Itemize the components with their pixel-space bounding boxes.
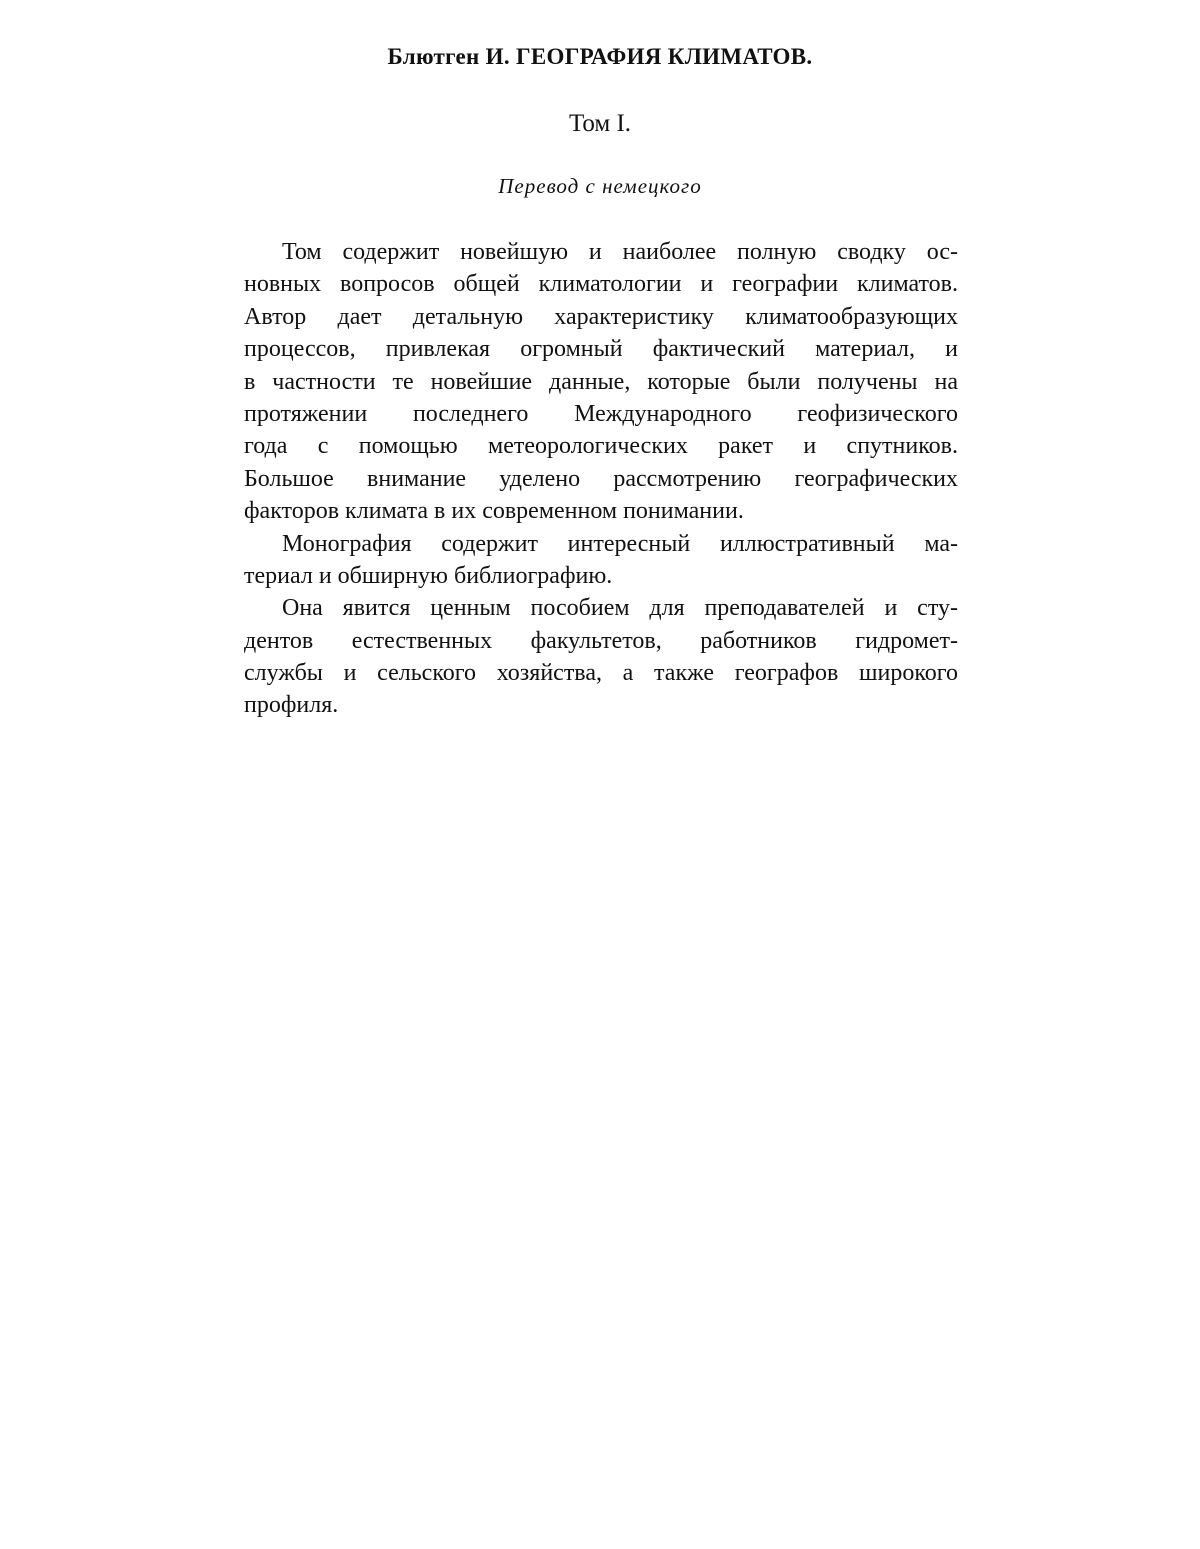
abstract-line: протяжении последнего Международного геофизического [244, 400, 958, 427]
abstract-line: Том содержит новейшую и наиболее полную сводку ос- [282, 239, 958, 265]
abstract-line: профиля. [244, 692, 339, 719]
abstract-line: Большое внимание уделено рассмотрению географических [244, 465, 958, 492]
book-title: Блютген И. ГЕОГРАФИЯ КЛИМАТОВ. [387, 44, 813, 69]
abstract-line: процессов, привлекая огромный фактический материал, и [244, 336, 958, 363]
abstract-line: новных вопросов общей климатологии и географии климатов. [244, 271, 958, 298]
abstract-line: Автор дает детальную характеристику климатообразующих [244, 303, 958, 330]
abstract-line: года с помощью метеорологических ракет и спутников. [244, 433, 958, 460]
abstract-line: териал и обширную библиографию. [244, 562, 613, 589]
abstract-line: дентов естественных факультетов, работников гидромет- [244, 627, 958, 654]
abstract-line: факторов климата в их современном понимании. [244, 498, 744, 525]
translation-note: Перевод с немецкого [498, 174, 702, 198]
abstract-line: службы и сельского хозяйства, а также географов широкого [244, 660, 958, 687]
abstract-line: в частности те новейшие данные, которые были получены на [244, 368, 958, 395]
abstract-text [244, 236, 958, 722]
abstract-line: Монография содержит интересный иллюстративный ма- [282, 530, 958, 557]
abstract-line: Она явится ценным пособием для преподавателей и сту- [282, 595, 958, 622]
volume-label: Том I. [568, 110, 632, 137]
